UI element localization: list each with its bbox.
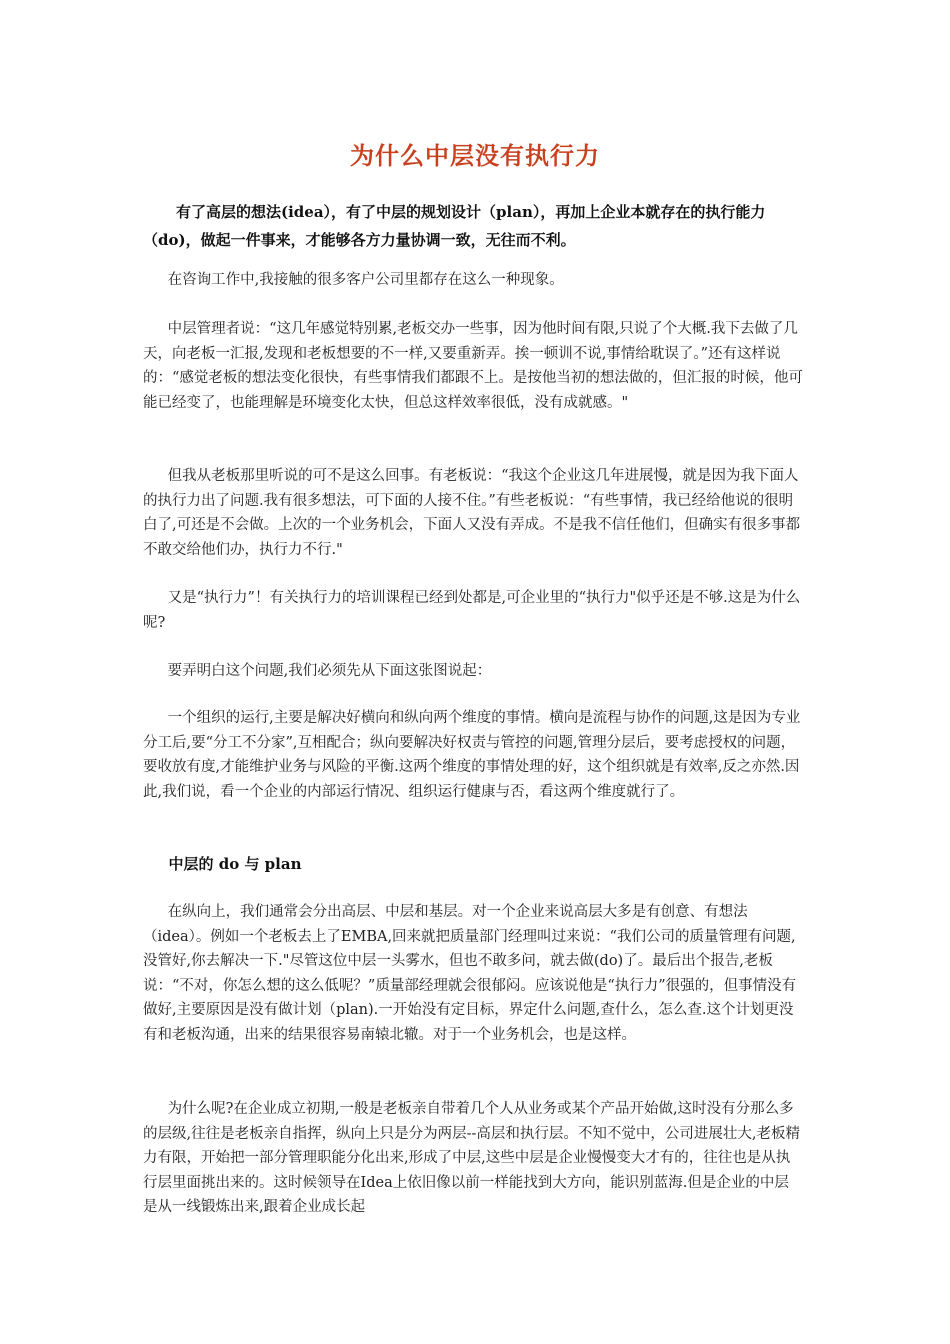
page-title: 为什么中层没有执行力 [350, 141, 600, 170]
body-paragraph: 但我从老板那里听说的可不是这么回事。有老板说：“我这个企业这几年进展慢，就是因为我下面人的执行力出了问题.我有很多想法，可下面的人接不住。”有些老板说：“有些事情，我已经给他说的很明白了,可还是不会做。上次的一个业务机会，下面人又没有弄成。不是我不信任他们，但确实有很多事都不敢交给他们办，执行力不行." [143, 468, 801, 558]
body-paragraph: 又是“执行力”！有关执行力的培训课程已经到处都是,可企业里的“执行力"似乎还是不够.这是为什么呢? [143, 590, 801, 631]
body-paragraph: 在咨询工作中,我接触的很多客户公司里都存在这么一种现象。 [167, 272, 564, 288]
body-paragraph: 一个组织的运行,主要是解决好横向和纵向两个维度的事情。横向是流程与协作的问题,这是因为专业分工后,要“分工不分家”,互相配合；纵向要解决好权责与管控的问题,管理分层后，要考虑授权的问题，要收放有度,才能维护业务与风险的平衡.这两个维度的事情处理的好，这个组织就是有效率,反之亦然.因此,我们说，看一个企业的内部运行情况、组织运行健康与否，看这两个维度就行了。 [143, 710, 801, 800]
lead-paragraph: 有了高层的想法(idea），有了中层的规划设计（plan），再加上企业本就存在的执行能力（do)，做起一件事来，才能够各方力量协调一致，无往而不利。 [143, 203, 766, 249]
body-paragraph: 中层管理者说：“这几年感觉特别累,老板交办一些事，因为他时间有限,只说了个大概.我下去做了几天，向老板一汇报,发现和老板想要的不一样,又要重新弄。挨一顿训不说,事情给耽误了。”还有这样说的：“感觉老板的想法变化很快，有些事情我们都跟不上。是按他当初的想法做的，但汇报的时候，他可能已经变了，也能理解是环境变化太快，但总这样效率很低，没有成就感。" [143, 321, 803, 411]
section-heading: 中层的 do 与 plan [168, 855, 302, 873]
body-paragraph: 在纵向上，我们通常会分出高层、中层和基层。对一个企业来说高层大多是有创意、有想法（idea）。例如一个老板去上了EMBA,回来就把质量部门经理叫过来说：“我们公司的质量管理有问题,没管好,你去解决一下."尽管这位中层一头雾水，但也不敢多问，就去做(do)了。最后出个报告,老板说：“不对，你怎么想的这么低呢？”质量部经理就会很郁闷。应该说他是“执行力”很强的，但事情没有做好,主要原因是没有做计划（plan).一开始没有定目标，界定什么问题,查什么，怎么查.这个计划更没有和老板沟通，出来的结果很容易南辕北辙。对于一个业务机会，也是这样。 [143, 904, 797, 1043]
body-paragraph: 为什么呢?在企业成立初期,一般是老板亲自带着几个人从业务或某个产品开始做,这时没有分那么多的层级,往往是老板亲自指挥，纵向上只是分为两层--高层和执行层。不知不觉中，公司进展壮大,老板精力有限，开始把一部分管理职能分化出来,形成了中层,这些中层是企业慢慢变大才有的，往往也是从执行层里面挑出来的。这时候领导在Idea上依旧像以前一样能找到大方向，能识别蓝海.但是企业的中层是从一线锻炼出来,跟着企业成长起 [143, 1101, 801, 1215]
body-paragraph: 要弄明白这个问题,我们必须先从下面这张图说起： [167, 663, 492, 679]
